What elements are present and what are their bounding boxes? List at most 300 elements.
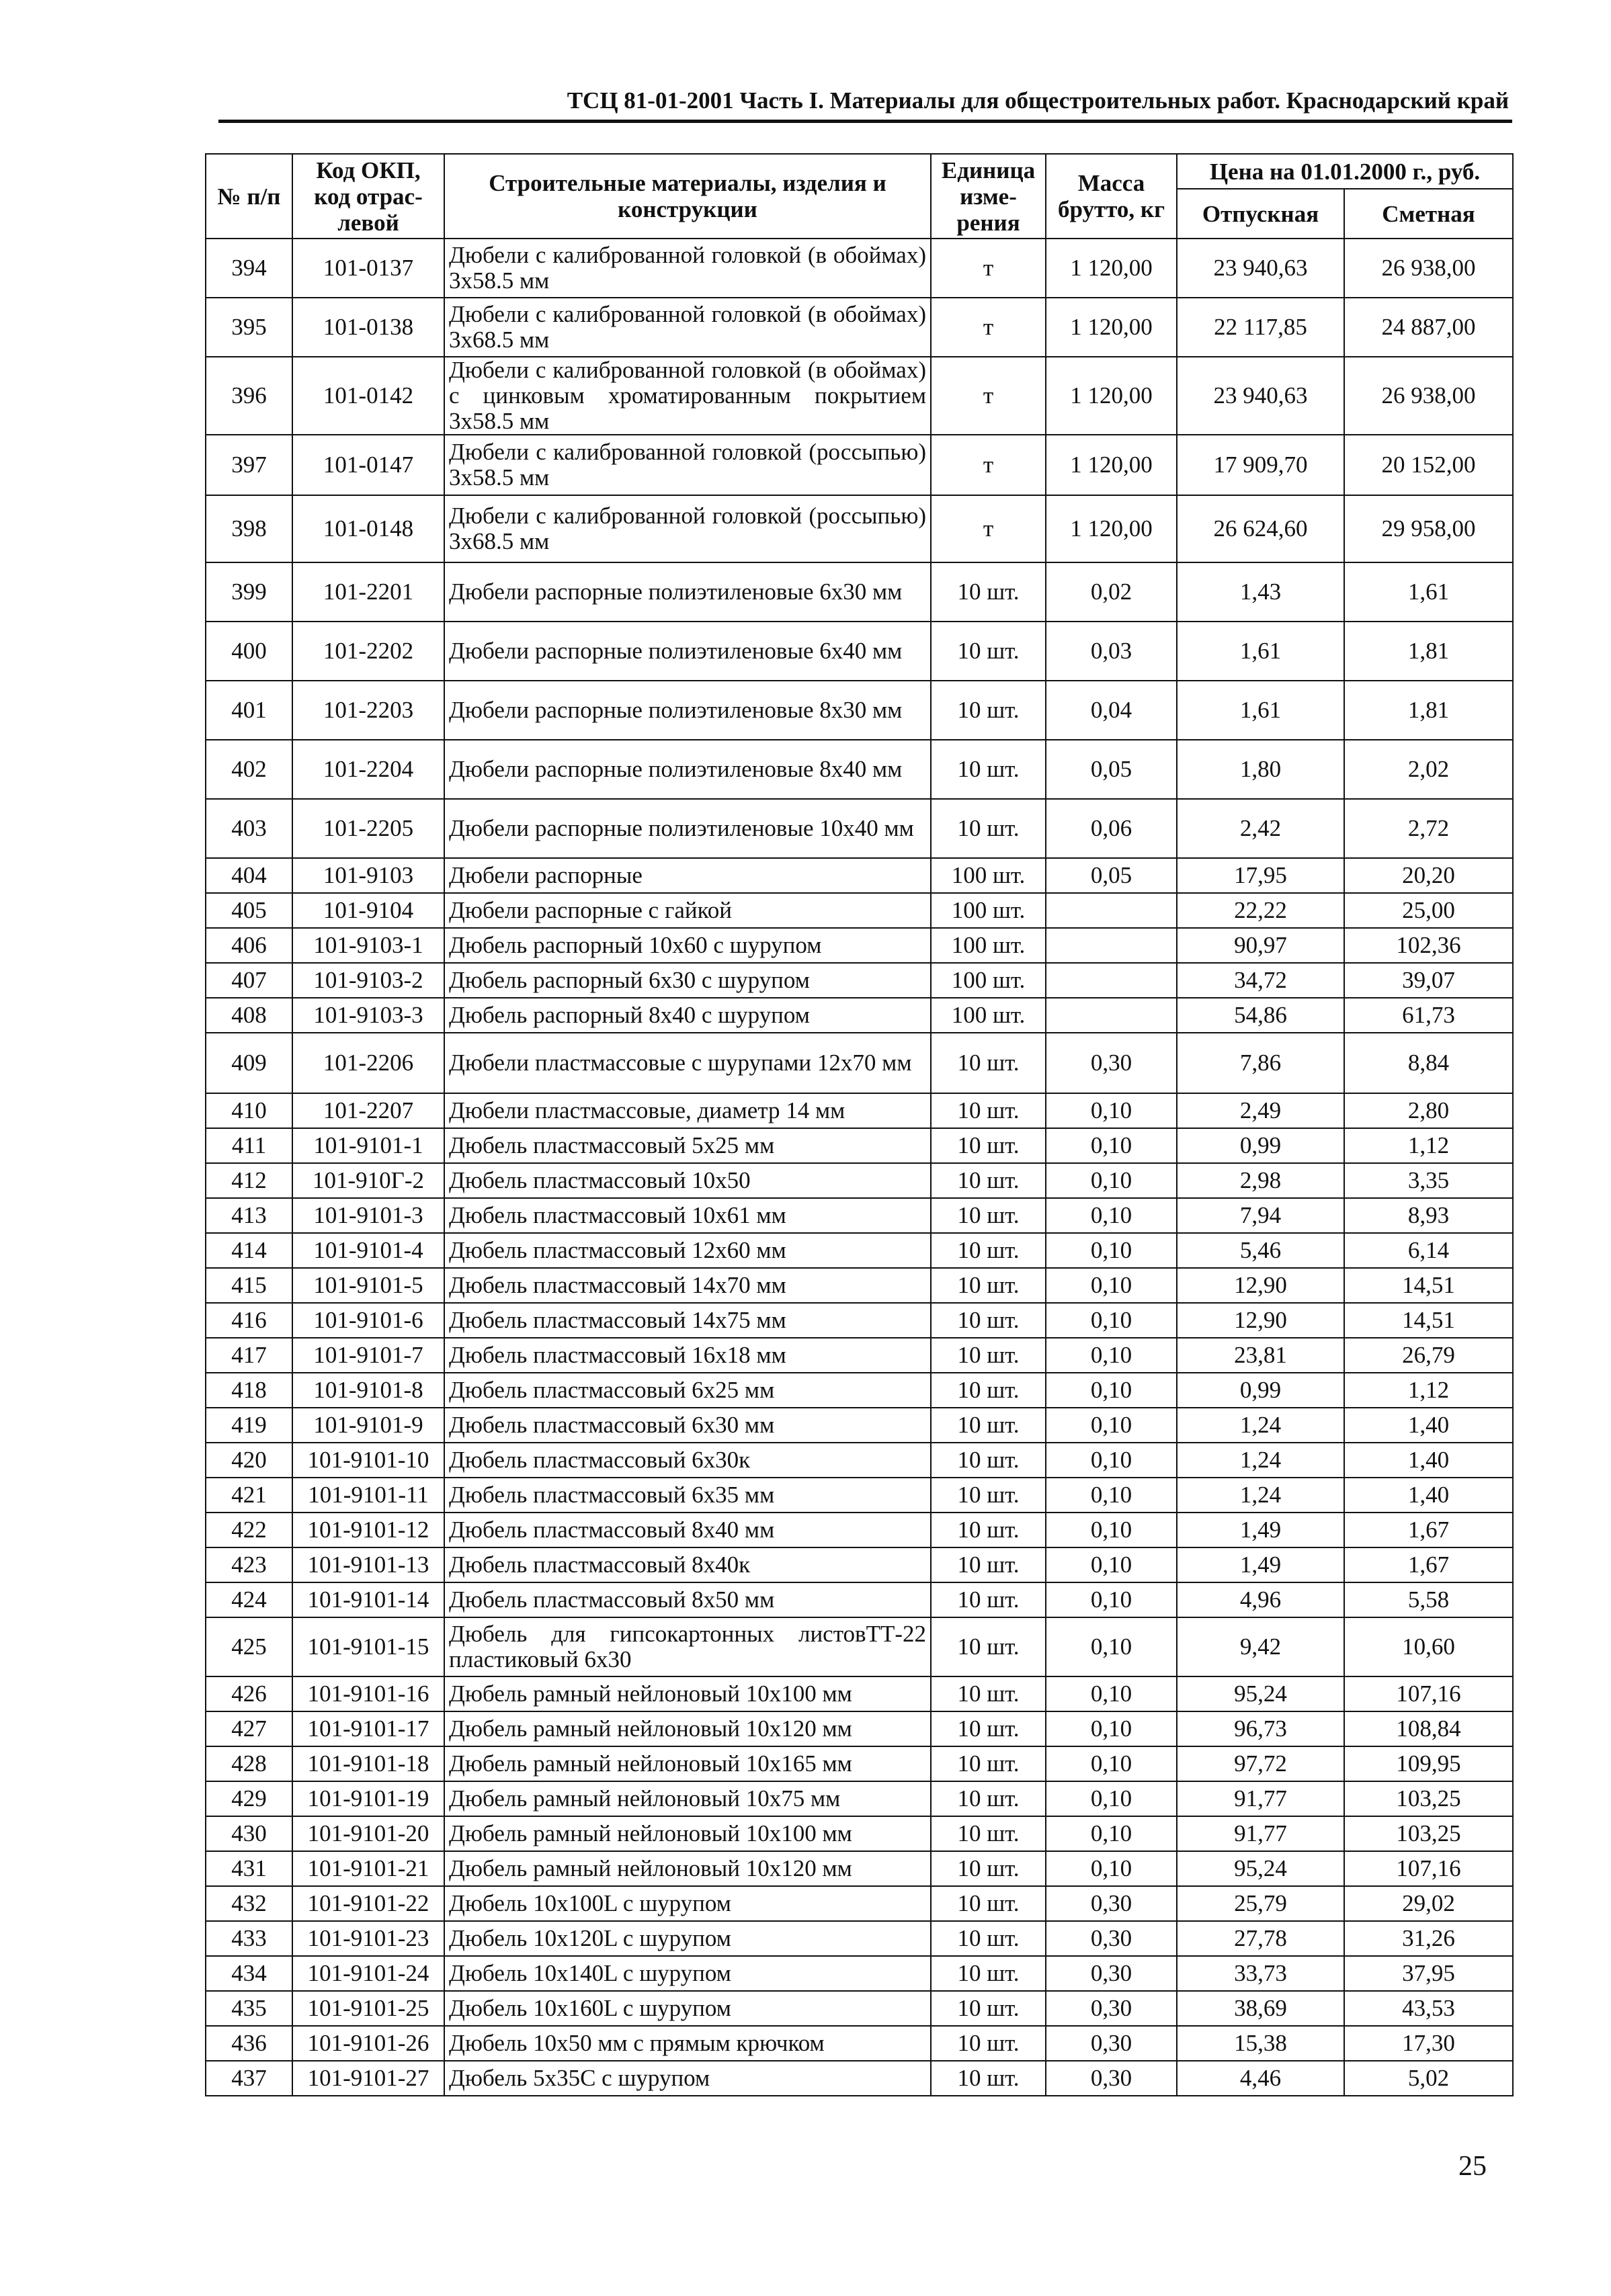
row-mass: 1 120,00	[1046, 495, 1177, 562]
row-name: Дюбель пластмассовый 6х25 мм	[444, 1373, 931, 1408]
row-code: 101-9101-19	[292, 1781, 444, 1816]
row-mass: 0,10	[1046, 1128, 1177, 1163]
row-price-release: 1,24	[1177, 1408, 1344, 1443]
row-unit: 10 шт.	[931, 1128, 1046, 1163]
row-unit: т	[931, 435, 1046, 495]
row-name: Дюбели распорные полиэтиленовые 6х40 мм	[444, 622, 931, 681]
row-num: 410	[206, 1093, 292, 1128]
row-num: 403	[206, 799, 292, 858]
table-body	[206, 239, 1513, 2096]
row-mass: 0,06	[1046, 799, 1177, 858]
row-name: Дюбель распорный 10х60 с шурупом	[444, 928, 931, 963]
row-price-release: 22 117,85	[1177, 298, 1344, 357]
row-price-estimate: 14,51	[1344, 1268, 1513, 1303]
row-unit: 10 шт.	[931, 1582, 1046, 1617]
table-row	[206, 1408, 1513, 1443]
table-row	[206, 1033, 1513, 1093]
row-name: Дюбели с калиброванной головкой (россыпью) 3х68.5 мм	[444, 495, 931, 562]
row-price-release: 91,77	[1177, 1816, 1344, 1851]
row-num: 408	[206, 998, 292, 1033]
table-row	[206, 681, 1513, 740]
row-code: 101-9101-26	[292, 2026, 444, 2061]
row-unit: 10 шт.	[931, 1956, 1046, 1991]
row-code: 101-2204	[292, 740, 444, 799]
row-unit: 10 шт.	[931, 1617, 1046, 1676]
row-price-release: 12,90	[1177, 1303, 1344, 1338]
row-num: 419	[206, 1408, 292, 1443]
row-unit: 10 шт.	[931, 1303, 1046, 1338]
row-name: Дюбель 10х120L с шурупом	[444, 1921, 931, 1956]
row-price-release: 27,78	[1177, 1921, 1344, 1956]
page-number: 25	[1458, 2151, 1487, 2182]
row-unit: 10 шт.	[931, 1711, 1046, 1746]
row-num: 398	[206, 495, 292, 562]
row-unit: 10 шт.	[931, 1746, 1046, 1781]
table-row	[206, 1338, 1513, 1373]
table-row	[206, 1478, 1513, 1513]
row-code: 101-0142	[292, 357, 444, 435]
row-price-estimate: 14,51	[1344, 1303, 1513, 1338]
row-code: 101-9101-4	[292, 1233, 444, 1268]
row-name: Дюбель пластмассовый 12х60 мм	[444, 1233, 931, 1268]
row-name: Дюбель пластмассовый 6х30 мм	[444, 1408, 931, 1443]
table-row	[206, 1233, 1513, 1268]
row-mass: 0,30	[1046, 1033, 1177, 1093]
row-name: Дюбель распорный 8х40 с шурупом	[444, 998, 931, 1033]
row-name: Дюбель пластмассовый 10х61 мм	[444, 1198, 931, 1233]
table-row	[206, 298, 1513, 357]
table-row	[206, 1373, 1513, 1408]
row-num: 405	[206, 893, 292, 928]
row-num: 427	[206, 1711, 292, 1746]
row-code: 101-2207	[292, 1093, 444, 1128]
row-price-release: 2,98	[1177, 1163, 1344, 1198]
row-mass: 0,10	[1046, 1338, 1177, 1373]
row-price-release: 7,94	[1177, 1198, 1344, 1233]
row-price-release: 33,73	[1177, 1956, 1344, 1991]
row-num: 416	[206, 1303, 292, 1338]
row-num: 436	[206, 2026, 292, 2061]
row-num: 414	[206, 1233, 292, 1268]
row-name: Дюбели распорные с гайкой	[444, 893, 931, 928]
row-mass: 0,10	[1046, 1268, 1177, 1303]
row-price-estimate: 26 938,00	[1344, 357, 1513, 435]
row-unit: 10 шт.	[931, 2061, 1046, 2096]
row-unit: 100 шт.	[931, 858, 1046, 893]
row-price-release: 95,24	[1177, 1851, 1344, 1886]
row-unit: 10 шт.	[931, 1268, 1046, 1303]
row-code: 101-9101-13	[292, 1547, 444, 1582]
row-mass: 0,10	[1046, 1711, 1177, 1746]
row-num: 404	[206, 858, 292, 893]
row-price-estimate: 102,36	[1344, 928, 1513, 963]
row-code: 101-9101-14	[292, 1582, 444, 1617]
row-mass: 0,10	[1046, 1443, 1177, 1478]
col-header-code: Код ОКП, код отрас-левой	[292, 154, 444, 239]
row-unit: 10 шт.	[931, 1443, 1046, 1478]
table-row	[206, 435, 1513, 495]
row-unit: 10 шт.	[931, 681, 1046, 740]
row-price-estimate: 1,40	[1344, 1478, 1513, 1513]
table-row	[206, 799, 1513, 858]
row-price-estimate: 43,53	[1344, 1991, 1513, 2026]
row-price-release: 22,22	[1177, 893, 1344, 928]
row-price-release: 1,80	[1177, 740, 1344, 799]
row-mass: 0,10	[1046, 1582, 1177, 1617]
row-unit: 10 шт.	[931, 1198, 1046, 1233]
row-unit: 10 шт.	[931, 1991, 1046, 2026]
row-num: 396	[206, 357, 292, 435]
row-unit: 100 шт.	[931, 928, 1046, 963]
row-unit: 10 шт.	[931, 1033, 1046, 1093]
row-price-release: 9,42	[1177, 1617, 1344, 1676]
row-num: 399	[206, 562, 292, 622]
table-row	[206, 1198, 1513, 1233]
row-name: Дюбели распорные полиэтиленовые 10х40 мм	[444, 799, 931, 858]
row-unit: 10 шт.	[931, 1781, 1046, 1816]
table-row	[206, 622, 1513, 681]
row-price-release: 1,61	[1177, 622, 1344, 681]
row-price-release: 7,86	[1177, 1033, 1344, 1093]
row-price-estimate: 10,60	[1344, 1617, 1513, 1676]
row-price-estimate: 61,73	[1344, 998, 1513, 1033]
table-row	[206, 562, 1513, 622]
row-price-release: 54,86	[1177, 998, 1344, 1033]
row-num: 435	[206, 1991, 292, 2026]
table-row	[206, 1816, 1513, 1851]
row-name: Дюбель рамный нейлоновый 10х120 мм	[444, 1851, 931, 1886]
table-row	[206, 893, 1513, 928]
row-num: 415	[206, 1268, 292, 1303]
table-row	[206, 1443, 1513, 1478]
row-unit: 10 шт.	[931, 1816, 1046, 1851]
row-price-release: 23 940,63	[1177, 357, 1344, 435]
row-num: 397	[206, 435, 292, 495]
row-price-release: 1,24	[1177, 1478, 1344, 1513]
row-unit: 10 шт.	[931, 1513, 1046, 1547]
row-price-release: 2,42	[1177, 799, 1344, 858]
row-mass	[1046, 893, 1177, 928]
row-price-estimate: 20,20	[1344, 858, 1513, 893]
row-code: 101-9101-23	[292, 1921, 444, 1956]
row-mass: 0,10	[1046, 1303, 1177, 1338]
row-code: 101-2203	[292, 681, 444, 740]
row-price-estimate: 1,81	[1344, 681, 1513, 740]
table-row	[206, 1617, 1513, 1676]
row-mass: 0,30	[1046, 1886, 1177, 1921]
row-name: Дюбели распорные полиэтиленовые 8х40 мм	[444, 740, 931, 799]
row-num: 395	[206, 298, 292, 357]
row-code: 101-9101-6	[292, 1303, 444, 1338]
row-name: Дюбели с калиброванной головкой (в обоймах) 3х68.5 мм	[444, 298, 931, 357]
row-code: 101-9103-2	[292, 963, 444, 998]
row-unit: 10 шт.	[931, 1373, 1046, 1408]
row-mass: 1 120,00	[1046, 357, 1177, 435]
row-price-estimate: 103,25	[1344, 1781, 1513, 1816]
row-name: Дюбель 10х140L с шурупом	[444, 1956, 931, 1991]
row-code: 101-2202	[292, 622, 444, 681]
row-price-estimate: 107,16	[1344, 1676, 1513, 1711]
row-price-estimate: 1,67	[1344, 1513, 1513, 1547]
row-name: Дюбель пластмассовый 6х30к	[444, 1443, 931, 1478]
table-row	[206, 1093, 1513, 1128]
row-code: 101-9101-3	[292, 1198, 444, 1233]
row-price-estimate: 24 887,00	[1344, 298, 1513, 357]
row-price-release: 4,96	[1177, 1582, 1344, 1617]
row-name: Дюбель пластмассовый 8х40 мм	[444, 1513, 931, 1547]
row-code: 101-9104	[292, 893, 444, 928]
table-row	[206, 1921, 1513, 1956]
row-num: 428	[206, 1746, 292, 1781]
row-mass: 1 120,00	[1046, 435, 1177, 495]
row-num: 425	[206, 1617, 292, 1676]
row-price-estimate: 1,67	[1344, 1547, 1513, 1582]
row-price-release: 97,72	[1177, 1746, 1344, 1781]
row-mass: 1 120,00	[1046, 239, 1177, 298]
row-num: 400	[206, 622, 292, 681]
table-row	[206, 1991, 1513, 2026]
row-name: Дюбели пластмассовые, диаметр 14 мм	[444, 1093, 931, 1128]
row-unit: т	[931, 357, 1046, 435]
row-num: 433	[206, 1921, 292, 1956]
table-row	[206, 1128, 1513, 1163]
row-price-estimate: 17,30	[1344, 2026, 1513, 2061]
row-code: 101-9103	[292, 858, 444, 893]
row-price-release: 26 624,60	[1177, 495, 1344, 562]
table-row	[206, 1886, 1513, 1921]
row-price-estimate: 29 958,00	[1344, 495, 1513, 562]
row-num: 434	[206, 1956, 292, 1991]
row-mass: 0,30	[1046, 1921, 1177, 1956]
running-header: ТСЦ 81-01-2001 Часть I. Материалы для общестроительных работ. Краснодарский край	[567, 87, 1509, 114]
row-unit: 10 шт.	[931, 1408, 1046, 1443]
row-price-estimate: 1,61	[1344, 562, 1513, 622]
row-num: 411	[206, 1128, 292, 1163]
row-name: Дюбель для гипсокартонных листовТТ-22 пластиковый 6х30	[444, 1617, 931, 1676]
row-price-release: 1,24	[1177, 1443, 1344, 1478]
row-mass	[1046, 928, 1177, 963]
row-price-estimate: 8,84	[1344, 1033, 1513, 1093]
header-rule	[218, 120, 1512, 123]
row-price-estimate: 26,79	[1344, 1338, 1513, 1373]
row-price-release: 4,46	[1177, 2061, 1344, 2096]
row-price-estimate: 8,93	[1344, 1198, 1513, 1233]
row-code: 101-9101-16	[292, 1676, 444, 1711]
table-row	[206, 1582, 1513, 1617]
row-name: Дюбель пластмассовый 14х70 мм	[444, 1268, 931, 1303]
row-code: 101-0147	[292, 435, 444, 495]
row-name: Дюбель пластмассовый 8х50 мм	[444, 1582, 931, 1617]
row-unit: 100 шт.	[931, 963, 1046, 998]
row-unit: 10 шт.	[931, 1676, 1046, 1711]
row-price-estimate: 1,12	[1344, 1373, 1513, 1408]
row-price-release: 12,90	[1177, 1268, 1344, 1303]
row-mass: 0,10	[1046, 1478, 1177, 1513]
row-name: Дюбель 5х35С с шурупом	[444, 2061, 931, 2096]
row-price-estimate: 5,02	[1344, 2061, 1513, 2096]
row-num: 409	[206, 1033, 292, 1093]
row-code: 101-0137	[292, 239, 444, 298]
row-code: 101-9101-11	[292, 1478, 444, 1513]
table-row	[206, 2026, 1513, 2061]
row-name: Дюбели с калиброванной головкой (в обоймах) с цинковым хроматированным покрытием 3х58.5 мм	[444, 357, 931, 435]
table-row	[206, 1163, 1513, 1198]
materials-table	[205, 153, 1514, 2096]
row-price-release: 38,69	[1177, 1991, 1344, 2026]
row-unit: т	[931, 298, 1046, 357]
table-row	[206, 963, 1513, 998]
row-code: 101-910Г-2	[292, 1163, 444, 1198]
table-row	[206, 1956, 1513, 1991]
row-name: Дюбели распорные	[444, 858, 931, 893]
row-price-estimate: 20 152,00	[1344, 435, 1513, 495]
row-mass: 0,30	[1046, 1991, 1177, 2026]
row-unit: 10 шт.	[931, 562, 1046, 622]
row-price-estimate: 103,25	[1344, 1816, 1513, 1851]
table-row	[206, 495, 1513, 562]
row-mass: 1 120,00	[1046, 298, 1177, 357]
row-name: Дюбель рамный нейлоновый 10х100 мм	[444, 1676, 931, 1711]
col-header-num: № п/п	[206, 154, 292, 239]
row-code: 101-9101-27	[292, 2061, 444, 2096]
table-row	[206, 928, 1513, 963]
row-mass: 0,10	[1046, 1816, 1177, 1851]
row-mass: 0,10	[1046, 1851, 1177, 1886]
row-num: 406	[206, 928, 292, 963]
table-row	[206, 1781, 1513, 1816]
row-price-estimate: 108,84	[1344, 1711, 1513, 1746]
col-header-release: Отпускная	[1177, 189, 1344, 239]
row-mass: 0,03	[1046, 622, 1177, 681]
row-unit: 10 шт.	[931, 622, 1046, 681]
row-code: 101-2206	[292, 1033, 444, 1093]
row-mass: 0,10	[1046, 1093, 1177, 1128]
row-mass: 0,10	[1046, 1781, 1177, 1816]
row-mass: 0,10	[1046, 1373, 1177, 1408]
row-code: 101-9101-7	[292, 1338, 444, 1373]
table-row	[206, 858, 1513, 893]
row-unit: т	[931, 495, 1046, 562]
row-mass: 0,05	[1046, 740, 1177, 799]
table-row	[206, 1746, 1513, 1781]
row-mass: 0,10	[1046, 1617, 1177, 1676]
row-price-estimate: 1,40	[1344, 1408, 1513, 1443]
row-code: 101-9101-25	[292, 1991, 444, 2026]
row-price-estimate: 39,07	[1344, 963, 1513, 998]
row-price-release: 91,77	[1177, 1781, 1344, 1816]
row-code: 101-9103-3	[292, 998, 444, 1033]
row-mass: 0,10	[1046, 1163, 1177, 1198]
row-price-release: 34,72	[1177, 963, 1344, 998]
row-name: Дюбель 10х50 мм с прямым крючком	[444, 2026, 931, 2061]
table-row	[206, 1513, 1513, 1547]
row-unit: 10 шт.	[931, 1886, 1046, 1921]
row-name: Дюбель пластмассовый 16х18 мм	[444, 1338, 931, 1373]
row-code: 101-9103-1	[292, 928, 444, 963]
row-mass: 0,30	[1046, 1956, 1177, 1991]
row-code: 101-2201	[292, 562, 444, 622]
row-unit: 10 шт.	[931, 799, 1046, 858]
row-code: 101-9101-15	[292, 1617, 444, 1676]
row-price-release: 96,73	[1177, 1711, 1344, 1746]
row-code: 101-9101-10	[292, 1443, 444, 1478]
row-num: 412	[206, 1163, 292, 1198]
row-code: 101-9101-17	[292, 1711, 444, 1746]
row-mass: 0,30	[1046, 2061, 1177, 2096]
row-price-release: 23,81	[1177, 1338, 1344, 1373]
row-name: Дюбели с калиброванной головкой (в обоймах) 3х58.5 мм	[444, 239, 931, 298]
row-price-release: 0,99	[1177, 1128, 1344, 1163]
row-unit: 10 шт.	[931, 1478, 1046, 1513]
col-header-mass: Масса брутто, кг	[1046, 154, 1177, 239]
row-name: Дюбели распорные полиэтиленовые 6х30 мм	[444, 562, 931, 622]
row-code: 101-9101-12	[292, 1513, 444, 1547]
row-code: 101-9101-9	[292, 1408, 444, 1443]
row-unit: 100 шт.	[931, 893, 1046, 928]
row-code: 101-9101-1	[292, 1128, 444, 1163]
row-price-release: 1,43	[1177, 562, 1344, 622]
row-num: 420	[206, 1443, 292, 1478]
row-price-estimate: 2,02	[1344, 740, 1513, 799]
table-row	[206, 2061, 1513, 2096]
row-code: 101-9101-5	[292, 1268, 444, 1303]
row-name: Дюбель пластмассовый 5х25 мм	[444, 1128, 931, 1163]
row-name: Дюбель рамный нейлоновый 10х100 мм	[444, 1816, 931, 1851]
row-name: Дюбель рамный нейлоновый 10х165 мм	[444, 1746, 931, 1781]
col-header-name: Строительные материалы, изделия и конструкции	[444, 154, 931, 239]
row-price-release: 25,79	[1177, 1886, 1344, 1921]
row-name: Дюбель рамный нейлоновый 10х75 мм	[444, 1781, 931, 1816]
row-name: Дюбели пластмассовые с шурупами 12х70 мм	[444, 1033, 931, 1093]
row-unit: 10 шт.	[931, 1233, 1046, 1268]
row-code: 101-9101-8	[292, 1373, 444, 1408]
row-price-estimate: 5,58	[1344, 1582, 1513, 1617]
row-price-estimate: 1,81	[1344, 622, 1513, 681]
row-price-estimate: 31,26	[1344, 1921, 1513, 1956]
row-unit: 10 шт.	[931, 1093, 1046, 1128]
row-num: 418	[206, 1373, 292, 1408]
row-name: Дюбель пластмассовый 6х35 мм	[444, 1478, 931, 1513]
row-num: 413	[206, 1198, 292, 1233]
row-mass: 0,10	[1046, 1233, 1177, 1268]
table-row	[206, 239, 1513, 298]
row-code: 101-9101-20	[292, 1816, 444, 1851]
row-unit: 10 шт.	[931, 2026, 1046, 2061]
row-unit: 10 шт.	[931, 1163, 1046, 1198]
row-price-release: 1,49	[1177, 1547, 1344, 1582]
row-mass: 0,02	[1046, 562, 1177, 622]
row-code: 101-9101-18	[292, 1746, 444, 1781]
row-num: 432	[206, 1886, 292, 1921]
row-price-estimate: 25,00	[1344, 893, 1513, 928]
row-mass	[1046, 998, 1177, 1033]
row-num: 424	[206, 1582, 292, 1617]
table-row	[206, 1268, 1513, 1303]
row-num: 407	[206, 963, 292, 998]
row-num: 426	[206, 1676, 292, 1711]
row-price-estimate: 3,35	[1344, 1163, 1513, 1198]
row-price-estimate: 1,12	[1344, 1128, 1513, 1163]
row-price-estimate: 2,80	[1344, 1093, 1513, 1128]
row-price-estimate: 109,95	[1344, 1746, 1513, 1781]
row-unit: т	[931, 239, 1046, 298]
row-price-release: 5,46	[1177, 1233, 1344, 1268]
row-mass: 0,10	[1046, 1513, 1177, 1547]
row-unit: 10 шт.	[931, 1851, 1046, 1886]
row-price-estimate: 26 938,00	[1344, 239, 1513, 298]
row-mass: 0,05	[1046, 858, 1177, 893]
row-num: 423	[206, 1547, 292, 1582]
